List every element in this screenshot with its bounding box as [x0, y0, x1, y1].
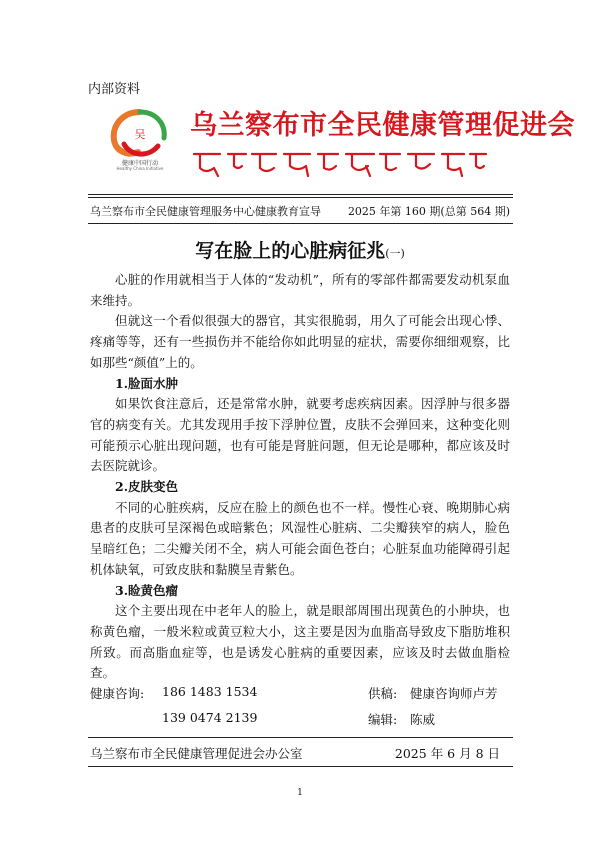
issue-publisher: 乌兰察布市全民健康管理服务中心健康教育宣导: [90, 205, 321, 218]
footer-bottom-divider: [88, 766, 513, 767]
article-title-text: 写在脸上的心脏病征兆: [195, 240, 386, 262]
issue-number: 2025 年第 160 期(总第 564 期): [347, 205, 510, 218]
footer-office: 乌兰察布市全民健康管理促进会办公室: [90, 746, 303, 761]
section-paragraph: 这个主要出现在中老年人的脸上，就是眼部周围出现黄色的小肿块，也称黄色瘤，一般米粒或黄豆粒大小，这主要是因为血脂高导致皮下脂肪堆积所致。而高脂血症等，也是诱发心脏病的重要因素，应该及时去做血脂检查。: [90, 603, 510, 681]
editor-label: 编辑:: [368, 712, 398, 727]
logo-subcaption: Healthy China Initiative: [116, 166, 164, 171]
page-number: 1: [297, 788, 303, 798]
logo-caption: 健康中国行动: [121, 160, 158, 167]
footer-top-divider: [88, 737, 513, 738]
consult-phone-1: 186 1483 1534: [162, 684, 258, 699]
article-body: [90, 270, 510, 684]
section-paragraph: 如果饮食注意后，还是常常水肿，就要考虑疾病因素。因浮肿与很多器官的病变有关。尤其发现用手按下浮肿位置，皮肤不会弹回来，这种变化则可能预示心脏出现问题，也有可能是肾脏问题，但无论是哪种，都应该及时去医院就诊。: [90, 396, 510, 474]
intro-paragraph: 但就这一个看似很强大的器官，其实很脆弱，用久了可能会出现心悸、疼痛等等，还有一些损伤并不能给你如此明显的症状，需要你细细观察，比如那些“颜值”上的。: [90, 313, 510, 370]
section-heading: 2.皮肤变色: [115, 479, 179, 495]
section-heading: 3.睑黄色瘤: [115, 582, 179, 598]
consult-phone-2: 139 0474 2139: [162, 710, 258, 725]
consult-label: 健康咨询:: [90, 686, 145, 701]
footer-line: [90, 744, 500, 762]
logo-inner-text: 吴: [134, 128, 146, 141]
header-divider: [88, 194, 513, 198]
subheader-divider: [88, 223, 513, 224]
internal-label: 内部资料: [88, 82, 141, 97]
footer-date: 2025 年 6 月 8 日: [394, 746, 500, 761]
section-paragraph: 不同的心脏疾病，反应在脸上的颜色也不一样。慢性心衰、晚期肺心病患者的皮肤可呈深褐色或暗紫色；风湿性心脏病、二尖瓣狭窄的病人，脸色呈暗红色；二尖瓣关闭不全，病人可能会面色苍白；心脏泵血功能障碍引起机体缺氧，可致皮肤和黏膜呈青紫色。: [90, 499, 510, 577]
intro-paragraph: 心脏的作用就相当于人体的“发动机”，所有的零部件都需要发动机泵血来维持。: [90, 272, 510, 308]
org-title: 乌兰察布市全民健康管理促进会: [190, 110, 575, 141]
author-label: 供稿:: [368, 686, 398, 701]
editor-name: 陈威: [410, 712, 436, 727]
issue-line: [90, 203, 510, 219]
author-name: 健康咨询师卢芳: [410, 686, 498, 701]
mongolian-script-title-icon: [190, 146, 490, 186]
section-heading: 1.脸面水肿: [115, 375, 179, 391]
health-china-logo-icon: [100, 104, 180, 184]
article-title-suffix: (一): [385, 247, 405, 260]
article-title: [0, 236, 600, 263]
